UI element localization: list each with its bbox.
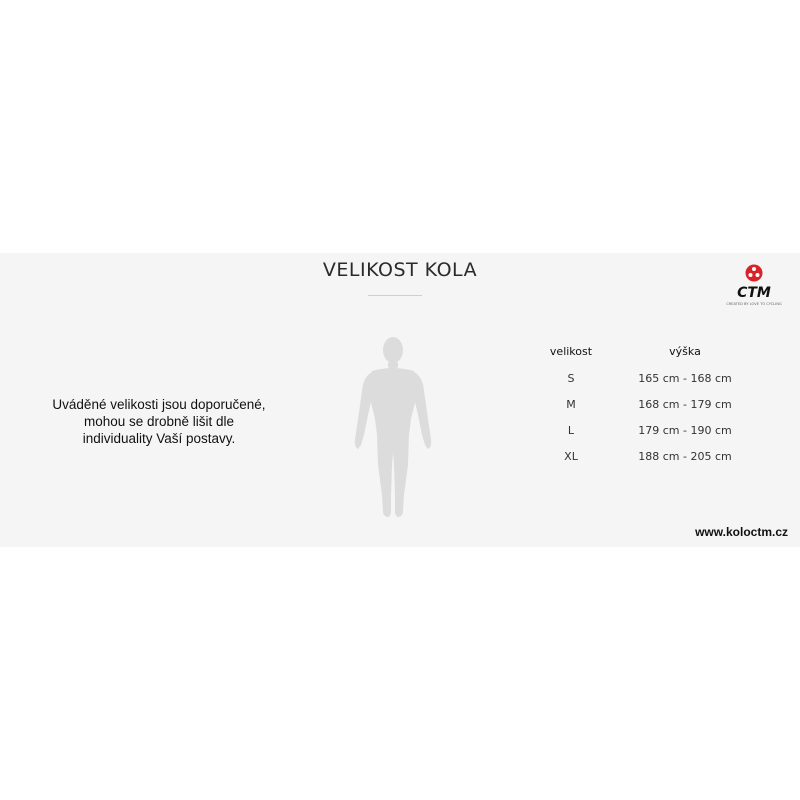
height-cell: 188 cm - 205 cm bbox=[638, 450, 732, 463]
size-chart-banner bbox=[0, 253, 800, 547]
ctm-logo bbox=[718, 261, 790, 307]
size-cell: M bbox=[566, 398, 576, 411]
logo-text: CTM bbox=[737, 285, 771, 301]
page-title: VELIKOST KOLA bbox=[322, 259, 478, 281]
ctm-logo-icon bbox=[718, 261, 790, 307]
size-table bbox=[540, 345, 740, 476]
height-cell: 165 cm - 168 cm bbox=[638, 372, 732, 385]
size-cell: XL bbox=[564, 450, 578, 463]
note-line: individuality Vaší postavy. bbox=[82, 431, 236, 446]
table-header-row bbox=[540, 345, 740, 372]
height-cell: 179 cm - 190 cm bbox=[638, 424, 732, 437]
size-cell: L bbox=[567, 424, 575, 437]
logo-tagline: CREATED BY LOVE TO CYCLING bbox=[726, 302, 782, 306]
title-divider bbox=[368, 295, 422, 296]
website-link[interactable]: www.koloctm.cz bbox=[695, 525, 788, 539]
height-cell: 168 cm - 179 cm bbox=[638, 398, 732, 411]
table-row bbox=[540, 424, 740, 450]
human-silhouette bbox=[345, 335, 441, 521]
table-row bbox=[540, 372, 740, 398]
note-line: mohou se drobně lišit dle bbox=[83, 414, 235, 429]
size-column-header: velikost bbox=[549, 345, 593, 358]
human-figure-icon bbox=[345, 335, 441, 521]
size-note bbox=[40, 396, 278, 447]
size-cell: S bbox=[567, 372, 575, 385]
height-column-header: výška bbox=[669, 345, 701, 358]
table-row bbox=[540, 450, 740, 476]
note-line: Uváděné velikosti jsou doporučené, bbox=[52, 397, 266, 412]
table-row bbox=[540, 398, 740, 424]
